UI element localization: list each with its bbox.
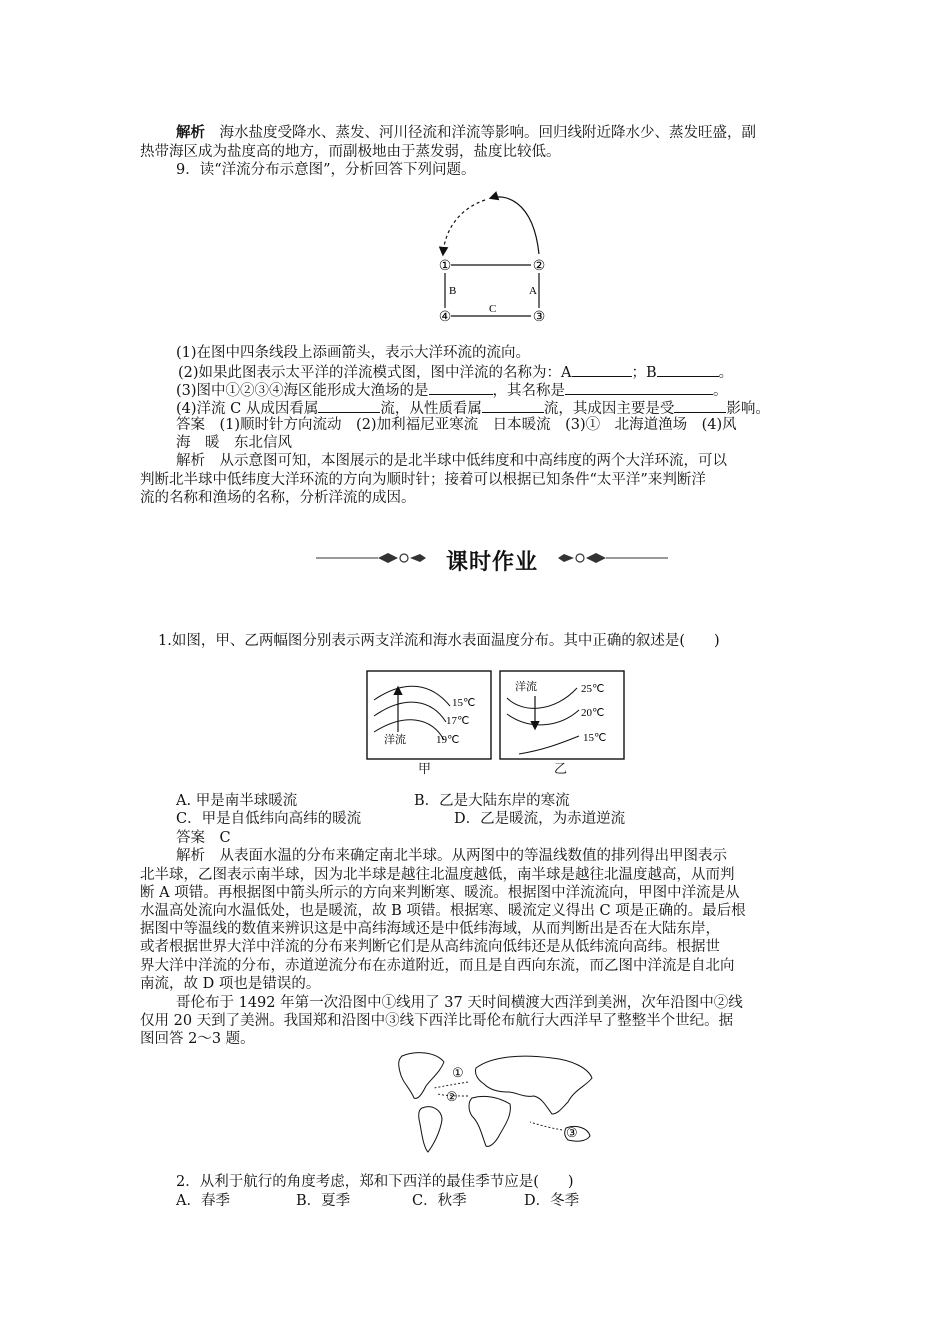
section-title: 课时作业 bbox=[445, 550, 538, 575]
q1-explain-line-1: 解析 从表面水温的分布来确定南北半球。从两图中的等温线数值的排列得出甲图表示 bbox=[176, 848, 727, 864]
q1-explain-line-8: 南流，故 D 项也是错误的。 bbox=[140, 976, 321, 992]
yi-current-label: 洋流 bbox=[515, 681, 537, 693]
q1-stem: 1.如图，甲、乙两幅图分别表示两支洋流和海水表面温度分布。其中正确的叙述是( ) bbox=[158, 633, 720, 649]
label-A: A bbox=[529, 285, 537, 297]
passage-line-3: 图回答 2～3 题。 bbox=[140, 1031, 255, 1047]
passage-line-2: 仅用 20 天到了美洲。我国郑和沿图中③线下西洋比哥伦布航行大西洋早了整整半个世纪。据 bbox=[140, 1013, 734, 1029]
q9-explain-line-3: 流的名称和渔场的名称，分析洋流的成因。 bbox=[140, 490, 416, 506]
ocean-current-diagram bbox=[425, 188, 565, 328]
q2-option-a[interactable]: A．春季 bbox=[176, 1193, 230, 1209]
q1-explain-line-6: 或者根据世界大洋中洋流的分布来判断它们是从高纬流向低纬还是从低纬流向高纬。根据世 bbox=[140, 939, 720, 955]
blank-fishery-name[interactable] bbox=[565, 380, 713, 395]
q9-part-3: (3)图中①②③④海区能形成大渔场的是 ，其名称是 。 bbox=[176, 380, 728, 400]
blank-cause-type[interactable] bbox=[318, 398, 380, 413]
explain-line-1: 解析 海水盐度受降水、蒸发、河川径流和洋流等影响。回归线附近降水少、蒸发旺盛，副 bbox=[176, 124, 756, 141]
explain-line-2: 热带海区成为盐度高的地方，而副极地由于蒸发弱，盐度比较低。 bbox=[140, 144, 561, 160]
caption-jia: 甲 bbox=[418, 762, 432, 777]
arc-solid bbox=[491, 197, 539, 254]
q1-explain-line-2: 北半球，乙图表示南半球，因为北半球是越往北温度越低，南半球是越往北温度越高，从而判 bbox=[140, 867, 735, 883]
q2-option-c[interactable]: C．秋季 bbox=[412, 1193, 467, 1209]
blank-nature[interactable] bbox=[482, 398, 544, 413]
node-3: ③ bbox=[532, 310, 546, 325]
label-B: B bbox=[449, 285, 457, 297]
caption-yi: 乙 bbox=[554, 762, 568, 777]
voyage-map bbox=[392, 1048, 602, 1160]
arc-dashed bbox=[443, 200, 485, 254]
jia-temp-3: 19℃ bbox=[436, 734, 460, 746]
q1-option-d[interactable]: D．乙是暖流，为赤道逆流 bbox=[454, 811, 626, 827]
q2-option-d[interactable]: D．冬季 bbox=[524, 1193, 580, 1209]
q9-explain-line-2: 判断北半球中低纬度大洋环流的方向为顺时针；接着可以根据已知条件“太平洋”来判断洋 bbox=[140, 472, 706, 488]
route-2-label: ② bbox=[446, 1089, 458, 1104]
q1-option-a[interactable]: A. 甲是南半球暖流 bbox=[176, 793, 298, 809]
q1-explain-line-3: 断 A 项错。再根据图中箭头所示的方向来判断寒、暖流。根据图中洋流流向，甲图中洋流是从 bbox=[140, 885, 740, 901]
route-3-label: ③ bbox=[566, 1125, 578, 1140]
section-heading bbox=[316, 541, 668, 575]
blank-influence[interactable] bbox=[674, 398, 726, 413]
q9-answer-line-1: 答案 (1)顺时针方向流动 (2)加利福尼亚寒流 日本暖流 (3)① 北海道渔场 (4)风 bbox=[176, 417, 737, 433]
q1-explain-line-4: 水温高处流向水温低处，也是暖流，故 B 项错。根据寒、暖流定义得出 C 项是正确的。最后根 bbox=[140, 903, 746, 919]
node-2: ② bbox=[532, 259, 546, 274]
q9-explain-line-1: 解析 从示意图可知，本图展示的是北半球中低纬度和中高纬度的两个大洋环流，可以 bbox=[176, 453, 727, 469]
q9-part-4: (4)洋流 C 从成因看属 流，从性质看属 流，其成因主要是受 影响。 bbox=[176, 398, 770, 418]
blank-B[interactable] bbox=[657, 362, 719, 377]
explain-label: 解析 bbox=[176, 124, 205, 141]
jia-temp-2: 17℃ bbox=[446, 715, 470, 727]
node-1: ① bbox=[438, 259, 452, 274]
yi-temp-2: 20℃ bbox=[581, 707, 605, 719]
q1-explain-line-7: 界大洋中洋流的分布，赤道逆流分布在赤道附近，而且是自西向东流，而乙图中洋流是自北向 bbox=[140, 958, 735, 974]
route-1-label: ① bbox=[452, 1065, 464, 1080]
q2-option-b[interactable]: B．夏季 bbox=[296, 1193, 351, 1209]
yi-temp-1: 25℃ bbox=[581, 683, 605, 695]
q9-answer-line-2: 海 暖 东北信风 bbox=[176, 435, 292, 451]
figure-yi bbox=[499, 670, 625, 760]
q9-stem: 9．读“洋流分布示意图”，分析回答下列问题。 bbox=[176, 162, 476, 178]
blank-fishery-area[interactable] bbox=[429, 380, 493, 395]
q9-part-2: (2)如果此图表示太平洋的洋流模式图，图中洋流的名称为：A ；B 。 bbox=[178, 362, 733, 382]
q1-option-b[interactable]: B．乙是大陆东岸的寒流 bbox=[414, 793, 570, 809]
jia-current-label: 洋流 bbox=[384, 734, 406, 746]
label-C: C bbox=[489, 303, 497, 315]
q9-part-1: (1)在图中四条线段上添画箭头，表示大洋环流的流向。 bbox=[176, 345, 531, 361]
q2-stem: 2．从利于航行的角度考虑，郑和下西洋的最佳季节应是( ) bbox=[176, 1174, 574, 1190]
node-4: ④ bbox=[438, 310, 452, 325]
figure-jia bbox=[366, 670, 492, 760]
jia-temp-1: 15℃ bbox=[452, 697, 476, 709]
passage-line-1: 哥伦布于 1492 年第一次沿图中①线用了 37 天时间横渡大西洋到美洲，次年沿图中②线 bbox=[176, 995, 743, 1011]
yi-temp-3: 15℃ bbox=[583, 732, 607, 744]
q1-answer: 答案 C bbox=[176, 830, 231, 846]
q1-explain-line-5: 据图中等温线的数值来辨识这是中高纬海域还是中低纬海域，从而判断出是否在大陆东岸， bbox=[140, 921, 720, 937]
q1-option-c[interactable]: C．甲是自低纬向高纬的暖流 bbox=[176, 811, 362, 827]
blank-A[interactable] bbox=[572, 362, 632, 377]
